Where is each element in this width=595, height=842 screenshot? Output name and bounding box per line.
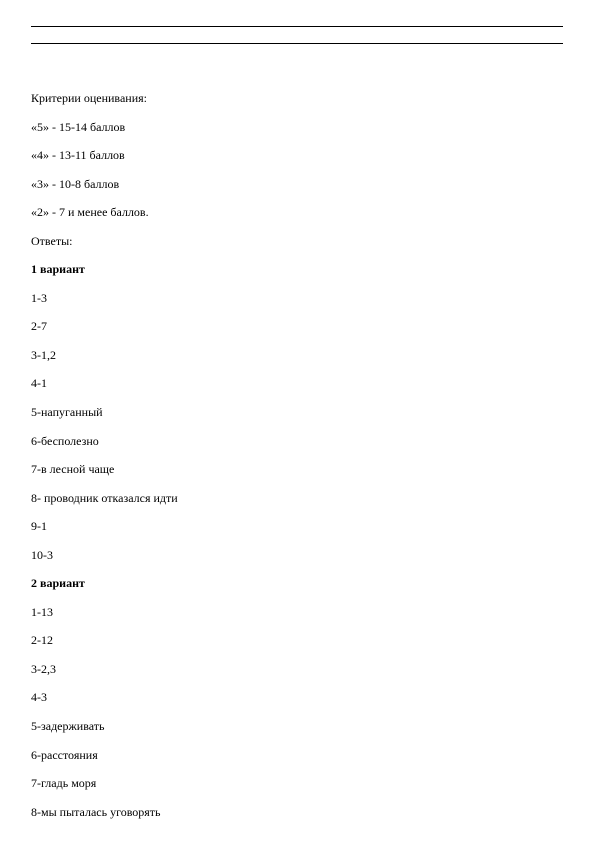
variant-1-answer-3: 3-1,2 <box>31 347 56 362</box>
document-body <box>31 89 563 831</box>
variant-1-answer-8: 8- проводник отказался идти <box>31 490 178 505</box>
variant-1-answer-4: 4-1 <box>31 376 47 391</box>
variant-1-answer-9: 9-1 <box>31 519 47 534</box>
grade-2-line: «2» - 7 и менее баллов. <box>31 205 149 220</box>
variant-1-answer-5: 5-напуганный <box>31 405 103 420</box>
variant-2-answer-5: 5-задерживать <box>31 719 105 734</box>
variant-2-answer-3: 3-2,3 <box>31 661 56 676</box>
variant-1-answer-6: 6-бесполезно <box>31 433 99 448</box>
criteria-heading: Критерии оценивания: <box>31 91 147 105</box>
variant-1-answer-2: 2-7 <box>31 319 47 334</box>
variant-2-answer-7: 7-гладь моря <box>31 776 97 791</box>
header-rule-bottom <box>31 43 563 44</box>
grade-5-line: «5» - 15-14 баллов <box>31 119 126 134</box>
variant-1-answer-1: 1-3 <box>31 290 47 305</box>
grade-4-line: «4» - 13-11 баллов <box>31 148 125 163</box>
grade-3-line: «3» - 10-8 баллов <box>31 176 120 191</box>
variant-2-answer-2: 2-12 <box>31 633 53 648</box>
variant-2-answer-6: 6-расстояния <box>31 747 98 762</box>
header-rule-top <box>31 26 563 27</box>
variant-2-answer-4: 4-3 <box>31 690 47 705</box>
variant-1-answer-10: 10-3 <box>31 547 53 562</box>
variant-2-title: 2 вариант <box>31 576 85 591</box>
variant-2-answer-8: 8-мы пыталась уговорять <box>31 804 161 819</box>
answers-heading: Ответы: <box>31 233 73 248</box>
variant-2-answer-1: 1-13 <box>31 604 53 619</box>
variant-1-title: 1 вариант <box>31 262 85 277</box>
variant-1-answer-7: 7-в лесной чаще <box>31 462 115 477</box>
